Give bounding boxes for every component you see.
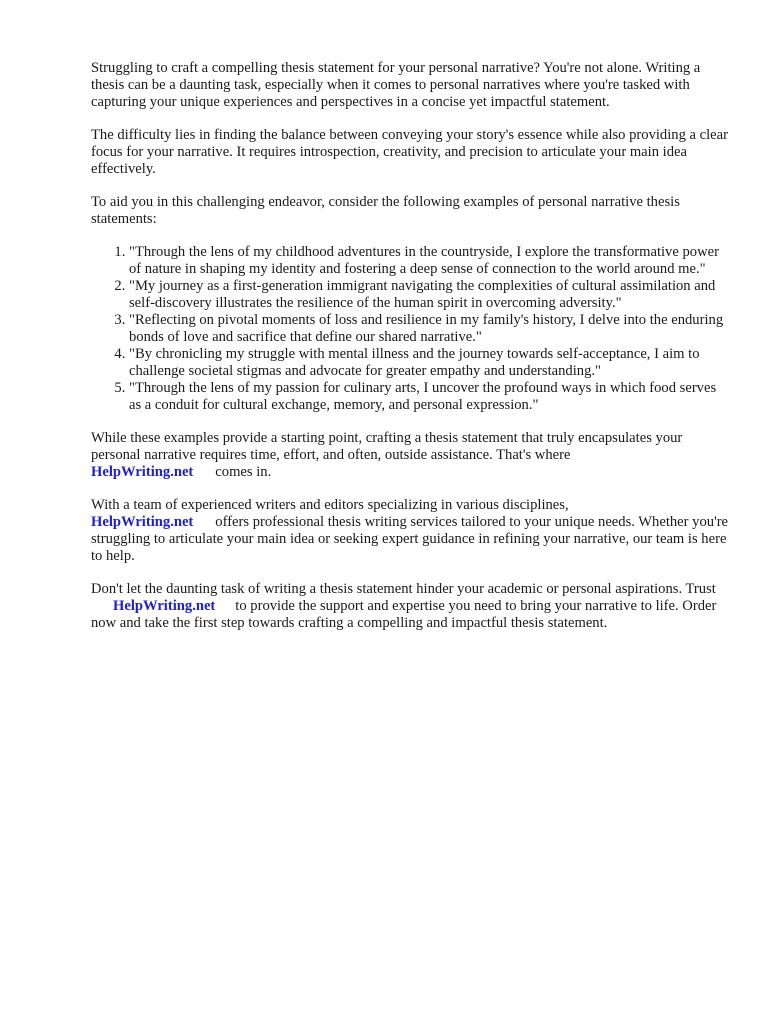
helpwriting-link[interactable]: HelpWriting.net (91, 464, 194, 480)
document-body (91, 60, 731, 648)
team-paragraph (91, 497, 731, 565)
examples-list (91, 244, 731, 414)
team-end-text: offers professional thesis writing services tailored to your unique needs. Whether you're struggling to articulate your main idea or seeking expert guidance in refining your narrative, our team is here to help. (91, 514, 729, 564)
helpwriting-link[interactable]: HelpWriting.net (113, 598, 216, 614)
starting-point-text: While these examples provide a starting point, crafting a thesis statement that truly encapsulates your personal narrative requires time, effort, and often, outside assistance. That's where (91, 430, 683, 463)
helpwriting-link[interactable]: HelpWriting.net (91, 514, 194, 530)
closing-end-text: to provide the support and expertise you need to bring your narrative to life. Order now and take the first step towards crafting a compelling and impactful thesis statement. (91, 598, 717, 631)
list-item: 4. "By chronicling my struggle with mental illness and the journey towards self-acceptance, I aim to challenge societal stigmas and advocate for greater empathy and understanding." (129, 346, 731, 380)
starting-point-end-text: comes in. (215, 464, 272, 480)
aid-paragraph: To aid you in this challenging endeavor, consider the following examples of personal narrative thesis statements: (91, 194, 680, 227)
list-item: 5. "Through the lens of my passion for culinary arts, I uncover the profound ways in which food serves as a conduit for cultural exchange, memory, and personal expression." (129, 380, 731, 414)
list-item: 2. "My journey as a first-generation immigrant navigating the complexities of cultural assimilation and self-discovery illustrates the resilience of the human spirit in overcoming adversity." (129, 278, 731, 312)
closing-paragraph (91, 581, 731, 632)
starting-point-paragraph (91, 430, 731, 481)
list-item: 1. "Through the lens of my childhood adventures in the countryside, I explore the transformative power of nature in shaping my identity and fostering a deep sense of connection to the world around me." (129, 244, 731, 278)
intro-paragraph: Struggling to craft a compelling thesis statement for your personal narrative? You're not alone. Writing a thesis can be a daunting task, especially when it comes to personal narratives where you're tasked with capturing your unique experiences and perspectives in a concise yet impactful statement. (91, 60, 701, 110)
list-item: 3. "Reflecting on pivotal moments of loss and resilience in my family's history, I delve into the enduring bonds of love and sacrifice that define our shared narrative." (129, 312, 731, 346)
closing-start-text: Don't let the daunting task of writing a thesis statement hinder your academic or personal aspirations. Trust (91, 581, 716, 597)
difficulty-paragraph: The difficulty lies in finding the balance between conveying your story's essence while also providing a clear focus for your narrative. It requires introspection, creativity, and precision to articulate your main idea effectively. (91, 127, 728, 177)
team-start-text: With a team of experienced writers and editors specializing in various disciplines, (91, 497, 569, 513)
